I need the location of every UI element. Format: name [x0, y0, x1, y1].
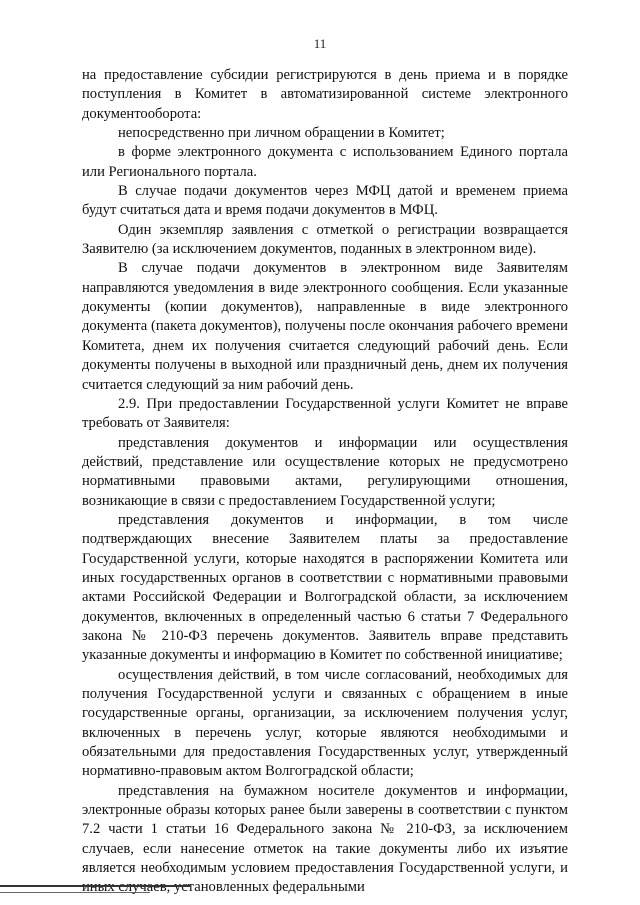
paragraph-paper-documents: представления на бумажном носителе документов и информации, электронные образы которых ранее были заверены в соответствии с пунктом 7.2 части 1 статьи 16 Федерального закона № 210-ФЗ, за исключением случаев, если нанесение отметок на такие документы либо их изъятие является необходимым условием предоставления Государственной услуги, и иных случаев, установленных федеральными: [82, 782, 568, 896]
document-body: [82, 66, 568, 898]
paragraph-electronic-notifications: В случае подачи документов в электронном виде Заявителям направляются уведомления в виде электронного сообщения. Если указанные документы (копии документов), направленные в виде электронного документа (пакета документов), получены после окончания рабочего времени Комитета, днем их получения считается следующий рабочий день. Если документы получены в выходной или праздничный день, днем их получения считается следующий за ним рабочий день.: [82, 260, 568, 393]
paragraph-not-required-acts: представления документов и информации или осуществления действий, представление или осуществление которых не предусмотрено нормативными правовыми актами, регулирующими отношения, возникающие в связи с предоставлением Государственной услуги;: [82, 434, 568, 509]
scan-edge-line-secondary: [0, 892, 150, 893]
paragraph-not-required-documents: представления документов и информации, в том числе подтверждающих внесение Заявителем платы за предоставление Государственной услуги, которые находятся в распоряжении Комитета или иных государственных органов в соответствии с нормативными правовыми актами Российской Федерации и Волгоградской области, за исключением документов, включенных в определенный частью 6 статьи 7 Федерального закона № 210-ФЗ перечень документов. Заявитель вправе представить указанные документы и информацию в Комитет по собственной инициативе;: [82, 511, 568, 664]
page-number: 11: [313, 36, 327, 51]
paragraph-registration-copy: Один экземпляр заявления с отметкой о регистрации возвращается Заявителю (за исключением документов, поданных в электронном виде).: [82, 221, 568, 258]
paragraph-section-2-9: 2.9. При предоставлении Государственной услуги Комитет не вправе требовать от Заявителя:: [82, 395, 568, 432]
paragraph-personal-visit: непосредственно при личном обращении в Комитет;: [118, 125, 445, 142]
paragraph-mfc-submission: В случае подачи документов через МФЦ датой и временем приема будут считаться дата и время подачи документов в МФЦ.: [82, 183, 568, 219]
paragraph-not-required-actions: осуществления действий, в том числе согласований, необходимых для получения Государственной услуги и связанных с обращением в иные государственные органы, организации, за исключением получения услуг, включенных в перечень услуг, которые являются необходимыми и обязательными для предоставления Государственных услуг, утвержденный нормативно-правовым актом Волгоградской области;: [82, 666, 568, 780]
paragraph-electronic-form: в форме электронного документа с использованием Единого портала или Регионального портала.: [82, 144, 568, 180]
paragraph-continuation: на предоставление субсидии регистрируются в день приема и в порядке поступления в Комитет в автоматизированной системе электронного документооборота:: [82, 67, 568, 122]
scan-edge-line: [0, 885, 190, 887]
